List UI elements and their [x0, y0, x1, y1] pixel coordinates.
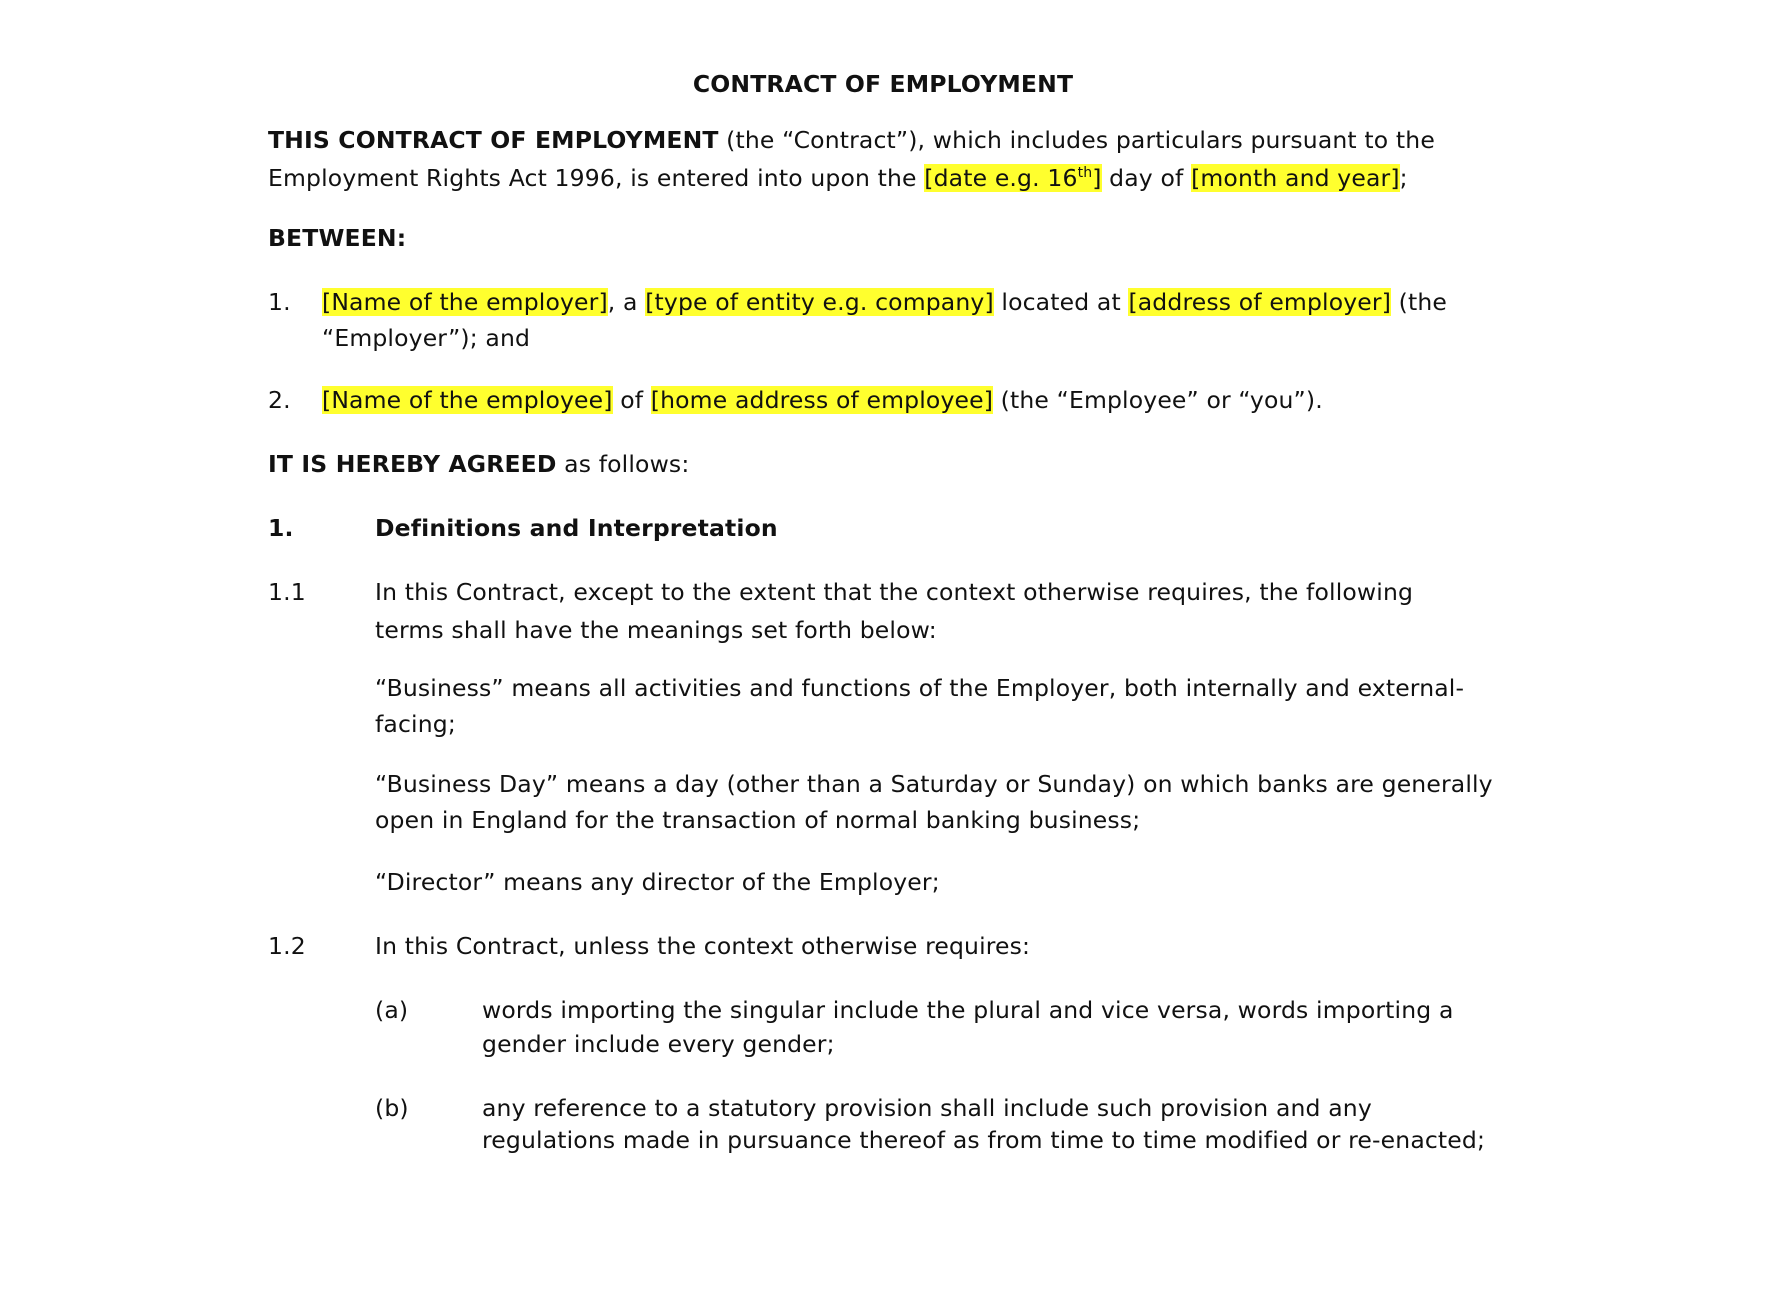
- definition-business-day: “Business Day” means a day (other than a Saturday or Sunday) on which banks are generally open in England for the transaction of normal banking business;: [375, 770, 1493, 834]
- preamble-text: Employment Rights Act 1996, is entered into upon the: [268, 164, 925, 192]
- agreed-paragraph: IT IS HEREBY AGREED as follows:: [268, 450, 690, 478]
- employer-name-placeholder[interactable]: [Name of the employer]: [322, 288, 608, 316]
- employer-address-placeholder[interactable]: [address of employer]: [1128, 288, 1392, 316]
- month-year-placeholder[interactable]: [month and year]: [1191, 164, 1400, 192]
- employee-name-placeholder[interactable]: [Name of the employee]: [322, 386, 613, 414]
- clause-text: terms shall have the meanings set forth below:: [375, 616, 937, 644]
- document-title: CONTRACT OF EMPLOYMENT: [692, 70, 1074, 98]
- clause-number: 1.1: [268, 578, 306, 606]
- date-placeholder[interactable]: [date e.g. 16th]: [924, 164, 1102, 192]
- party-number: 2.: [268, 386, 291, 414]
- preamble-paragraph: [268, 122, 1528, 196]
- date-ordinal: th: [1077, 165, 1093, 181]
- subclause-a: (a) words importing the singular include the plural and vice versa, words importing a gender include every gender;: [268, 992, 1528, 1066]
- definition-business: “Business” means all activities and functions of the Employer, both internally and external- facing;: [375, 674, 1465, 738]
- party-employee: 2. [Name of the employee] of [home address of employee] (the “Employee” or “you”).: [268, 382, 1528, 418]
- party-tail: “Employer”); and: [322, 324, 531, 352]
- preamble-text: ;: [1399, 164, 1408, 192]
- clause-number: 1.2: [268, 932, 306, 960]
- section-heading: [268, 510, 1528, 546]
- employee-address-placeholder[interactable]: [home address of employee]: [650, 386, 994, 414]
- preamble-lead: THIS CONTRACT OF EMPLOYMENT: [268, 126, 719, 154]
- agreed-bold: IT IS HEREBY AGREED: [268, 450, 557, 478]
- section-title: Definitions and Interpretation: [375, 514, 778, 542]
- party-employer: 1. [Name of the employer], a [type of entity e.g. company] located at [address of employer] (the “Employer”); and: [268, 284, 1528, 356]
- subclause-b: (b) any reference to a statutory provision shall include such provision and any regulations made in pursuance thereof as from time to time modified or re-enacted;: [268, 1090, 1528, 1164]
- section-number: 1.: [268, 514, 294, 542]
- subclause-label: (b): [375, 1094, 409, 1122]
- clause-text: In this Contract, except to the extent that the context otherwise requires, the following: [375, 578, 1414, 606]
- party-number: 1.: [268, 288, 291, 316]
- between-label: BETWEEN:: [268, 224, 407, 252]
- entity-type-placeholder[interactable]: [type of entity e.g. company]: [645, 288, 994, 316]
- preamble-text: day of: [1101, 164, 1192, 192]
- preamble-text: (the “Contract”), which includes particulars pursuant to the: [718, 126, 1435, 154]
- clause-1-2: [268, 928, 1528, 964]
- subclause-label: (a): [375, 996, 409, 1024]
- clause-text: In this Contract, unless the context otherwise requires:: [375, 932, 1031, 960]
- clause-1-1: [268, 574, 1528, 648]
- definition-director: “Director” means any director of the Employer;: [375, 868, 940, 896]
